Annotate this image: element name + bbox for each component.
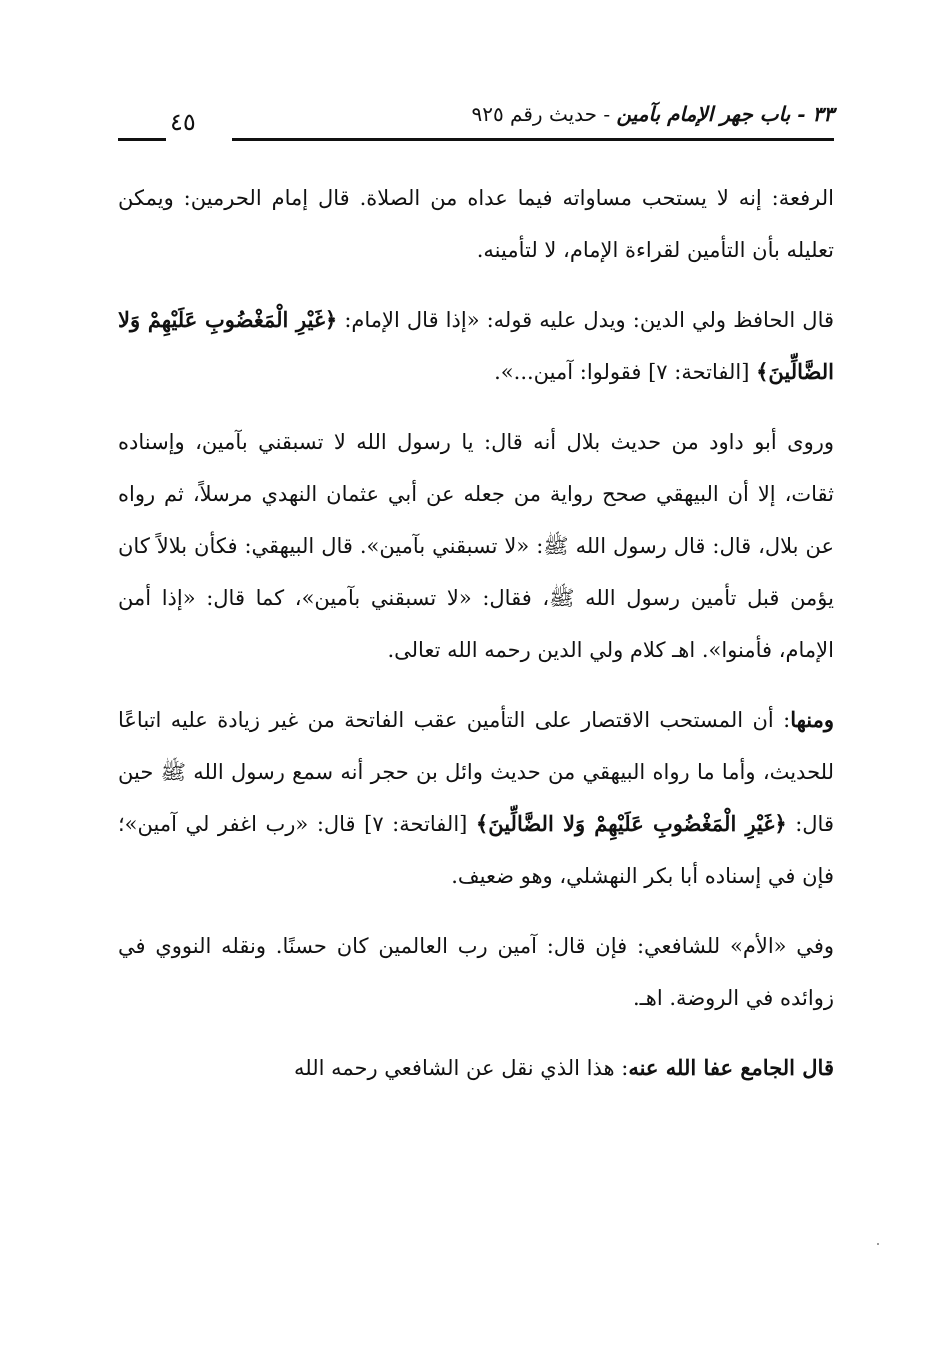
paragraph-text: الرفعة: إنه لا يستحب مساواته فيما عداه من الصلاة. قال إمام الحرمين: ويمكن تعليله بأن التأمين لقراءة الإمام، لا لتأمينه. [118, 186, 834, 262]
lead-word: ومنها [790, 707, 834, 732]
paragraph-text: : أن المستحب الاقتصار على التأمين عقب الفاتحة من غير زيادة عليه اتباعًا للحديث، وأما ما رواه البيهقي من حديث وائل بن حجر أنه سمع رسول الله ﷺ حين قال: [118, 708, 834, 836]
quran-verse: ﴿غَيْرِ الْمَغْضُوبِ عَلَيْهِمْ وَلا الضَّالِّينَ﴾ [118, 307, 834, 384]
paragraph-text: [الفاتحة: ٧] قال: «رب اغفر لي آمين»؛ فإن في إسناده أبا بكر النهشلي، وهو ضعيف. [118, 812, 834, 888]
paragraph-text: وروى أبو داود من حديث بلال أنه قال: يا رسول الله لا تسبقني بآمين، وإسناده ثقات، إلا أن البيهقي صحح رواية من جعله عن أبي عثمان النهدي مرسلاً، ثم رواه عن بلال، قال: قال رسول الله ﷺ: «لا تسبقني بآمين». قال البيهقي: فكأن بلالاً كان يؤمن قبل تأمين رسول الله ﷺ، فقال: «لا تسبقني بآمين»، كما قال: «إذا أمن الإمام، فأمنوا». اهـ كلام ولي الدين رحمه الله تعالى. [118, 430, 834, 662]
paragraph-text: [الفاتحة: ٧] فقولوا: آمين...». [494, 360, 757, 384]
paragraph-text: قال الحافظ ولي الدين: ويدل عليه قوله: «إذا قال الإمام: [337, 308, 835, 332]
running-title [471, 102, 834, 126]
chapter-title: ٣٣ - باب جهر الإمام بآمين [616, 102, 834, 126]
page-number-rule [118, 138, 166, 141]
paragraph-1 [118, 172, 834, 276]
quran-verse: ﴿غَيْرِ الْمَغْضُوبِ عَلَيْهِمْ وَلا الضَّالِّينَ﴾ [475, 811, 787, 836]
paragraph-text: : هذا الذي نقل عن الشافعي رحمه الله [293, 1056, 629, 1080]
paragraph-text: وفي «الأم» للشافعي: فإن قال: آمين رب العالمين كان حسنًا. ونقله النووي في زوائده في الروضة. اهـ. [118, 934, 834, 1010]
main-text [118, 172, 834, 1112]
lead-word: قال الجامع عفا الله عنه [628, 1055, 834, 1080]
hadith-reference: - حديث رقم ٩٢٥ [471, 102, 611, 126]
print-speck [877, 1243, 879, 1245]
header-rule [232, 138, 834, 141]
paragraph-4 [118, 694, 834, 902]
paragraph-2 [118, 294, 834, 398]
page-header [118, 96, 834, 148]
paragraph-6 [118, 1042, 834, 1094]
paragraph-5 [118, 920, 834, 1024]
paragraph-3 [118, 416, 834, 676]
page-number: ٤٥ [170, 108, 196, 136]
